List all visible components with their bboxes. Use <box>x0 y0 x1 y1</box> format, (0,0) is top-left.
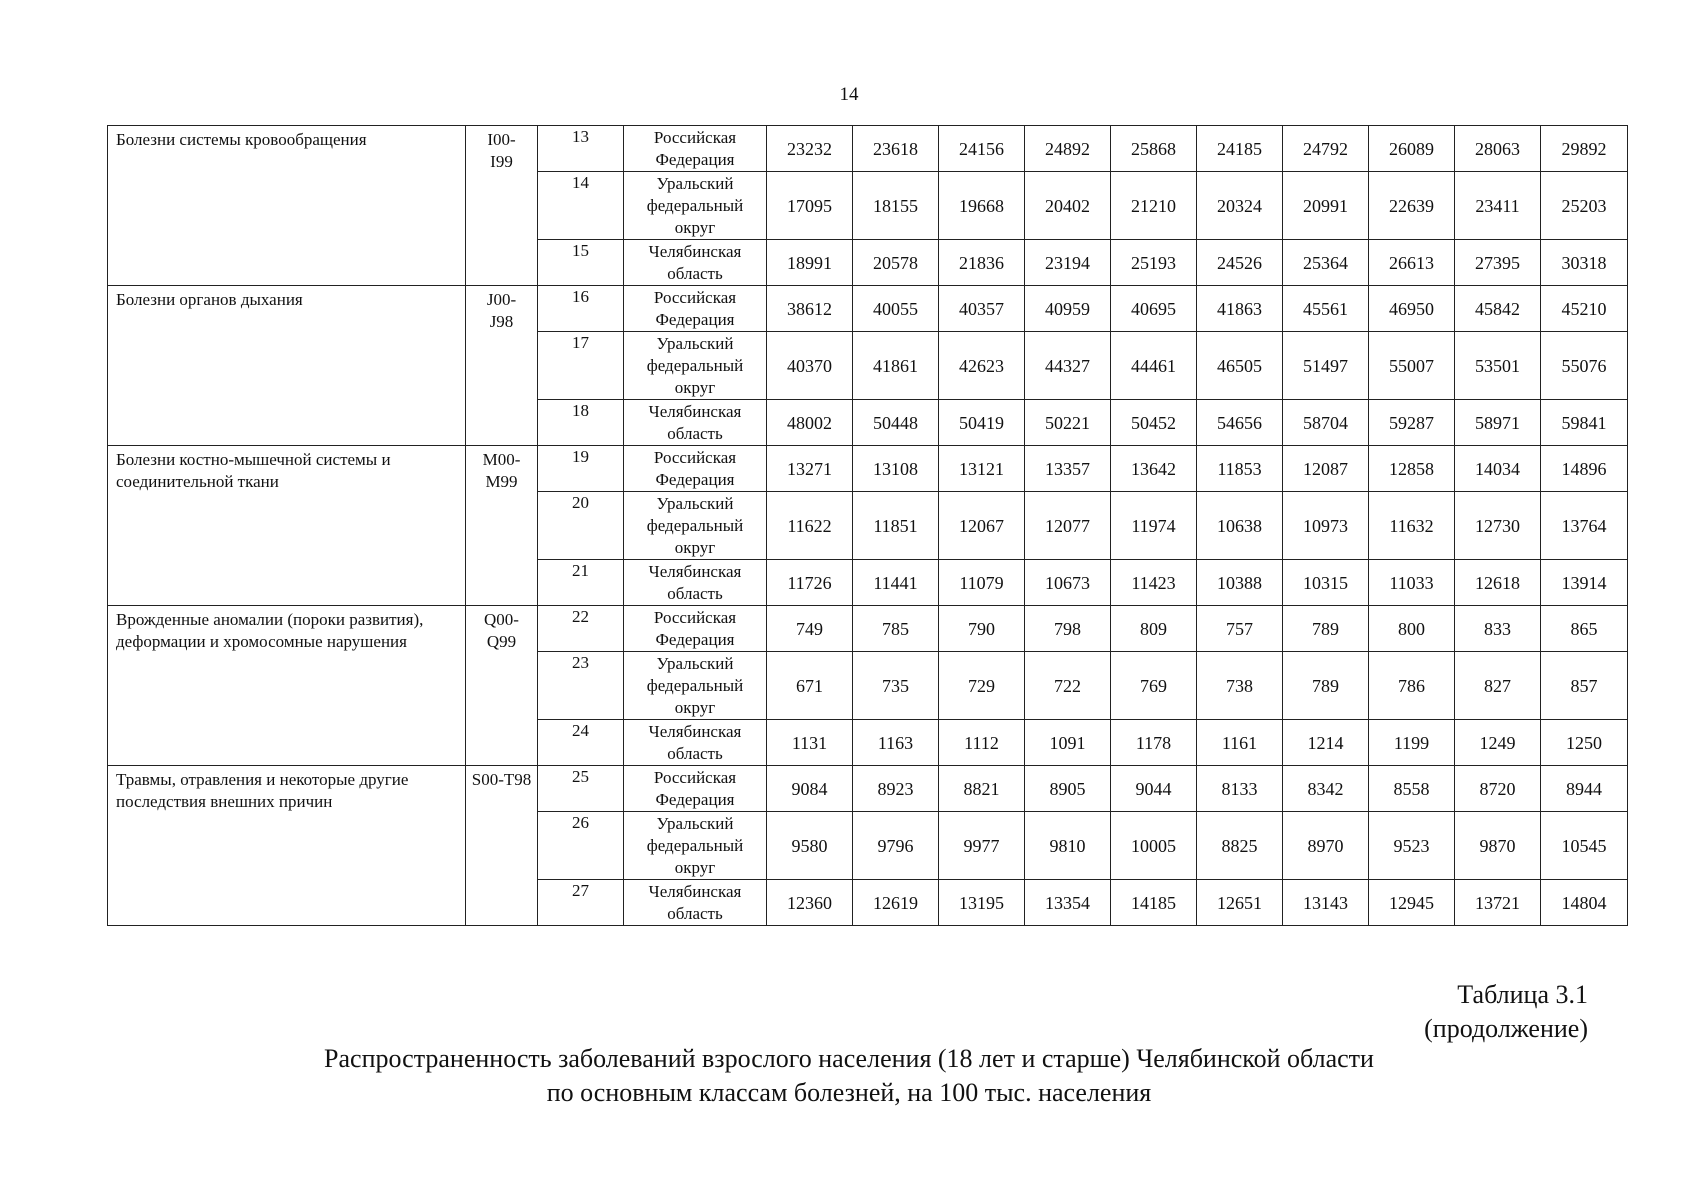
region-cell: Уральский федеральный округ <box>624 812 767 880</box>
value-cell: 14804 <box>1541 880 1628 926</box>
row-number-cell: 19 <box>538 446 624 492</box>
value-cell: 23232 <box>767 126 853 172</box>
value-cell: 735 <box>853 652 939 720</box>
value-cell: 26613 <box>1369 240 1455 286</box>
region-cell: Уральский федеральный округ <box>624 652 767 720</box>
value-cell: 13143 <box>1283 880 1369 926</box>
value-cell: 40959 <box>1025 286 1111 332</box>
value-cell: 1250 <box>1541 720 1628 766</box>
value-cell: 27395 <box>1455 240 1541 286</box>
disease-class-cell: Болезни системы кровообращения <box>108 126 466 286</box>
value-cell: 24156 <box>939 126 1025 172</box>
value-cell: 786 <box>1369 652 1455 720</box>
value-cell: 11423 <box>1111 560 1197 606</box>
value-cell: 13195 <box>939 880 1025 926</box>
value-cell: 20324 <box>1197 172 1283 240</box>
value-cell: 42623 <box>939 332 1025 400</box>
region-cell: Уральский федеральный округ <box>624 172 767 240</box>
value-cell: 8821 <box>939 766 1025 812</box>
value-cell: 12945 <box>1369 880 1455 926</box>
region-cell: Российская Федерация <box>624 766 767 812</box>
value-cell: 8970 <box>1283 812 1369 880</box>
icd-code-cell: J00- J98 <box>466 286 538 446</box>
value-cell: 1214 <box>1283 720 1369 766</box>
value-cell: 9810 <box>1025 812 1111 880</box>
value-cell: 18991 <box>767 240 853 286</box>
value-cell: 9523 <box>1369 812 1455 880</box>
value-cell: 59841 <box>1541 400 1628 446</box>
value-cell: 50452 <box>1111 400 1197 446</box>
region-cell: Челябинская область <box>624 240 767 286</box>
value-cell: 769 <box>1111 652 1197 720</box>
disease-class-cell: Болезни костно-мышечной системы и соединительной ткани <box>108 446 466 606</box>
value-cell: 12618 <box>1455 560 1541 606</box>
value-cell: 50221 <box>1025 400 1111 446</box>
table-row <box>108 606 1628 652</box>
value-cell: 21210 <box>1111 172 1197 240</box>
value-cell: 1178 <box>1111 720 1197 766</box>
page-number: 14 <box>839 84 859 105</box>
value-cell: 13764 <box>1541 492 1628 560</box>
value-cell: 1161 <box>1197 720 1283 766</box>
value-cell: 11974 <box>1111 492 1197 560</box>
region-cell: Уральский федеральный округ <box>624 332 767 400</box>
value-cell: 12077 <box>1025 492 1111 560</box>
value-cell: 40055 <box>853 286 939 332</box>
table-title <box>0 1042 1698 1110</box>
value-cell: 45561 <box>1283 286 1369 332</box>
value-cell: 58971 <box>1455 400 1541 446</box>
value-cell: 12651 <box>1197 880 1283 926</box>
value-cell: 13271 <box>767 446 853 492</box>
value-cell: 21836 <box>939 240 1025 286</box>
value-cell: 789 <box>1283 652 1369 720</box>
value-cell: 10005 <box>1111 812 1197 880</box>
value-cell: 55007 <box>1369 332 1455 400</box>
value-cell: 11851 <box>853 492 939 560</box>
value-cell: 24792 <box>1283 126 1369 172</box>
table-label-block <box>1424 978 1588 1046</box>
region-cell: Челябинская область <box>624 400 767 446</box>
value-cell: 19668 <box>939 172 1025 240</box>
value-cell: 9044 <box>1111 766 1197 812</box>
value-cell: 13357 <box>1025 446 1111 492</box>
value-cell: 41863 <box>1197 286 1283 332</box>
value-cell: 12067 <box>939 492 1025 560</box>
row-number-cell: 18 <box>538 400 624 446</box>
value-cell: 51497 <box>1283 332 1369 400</box>
value-cell: 11622 <box>767 492 853 560</box>
region-cell: Уральский федеральный округ <box>624 492 767 560</box>
value-cell: 8720 <box>1455 766 1541 812</box>
value-cell: 50448 <box>853 400 939 446</box>
value-cell: 20578 <box>853 240 939 286</box>
value-cell: 1112 <box>939 720 1025 766</box>
value-cell: 10388 <box>1197 560 1283 606</box>
row-number-cell: 25 <box>538 766 624 812</box>
value-cell: 10315 <box>1283 560 1369 606</box>
value-cell: 11033 <box>1369 560 1455 606</box>
row-number-cell: 16 <box>538 286 624 332</box>
value-cell: 809 <box>1111 606 1197 652</box>
value-cell: 9580 <box>767 812 853 880</box>
value-cell: 12619 <box>853 880 939 926</box>
value-cell: 44461 <box>1111 332 1197 400</box>
value-cell: 1199 <box>1369 720 1455 766</box>
row-number-cell: 21 <box>538 560 624 606</box>
icd-code-cell: S00-T98 <box>466 766 538 926</box>
row-number-cell: 24 <box>538 720 624 766</box>
value-cell: 729 <box>939 652 1025 720</box>
row-number-cell: 26 <box>538 812 624 880</box>
value-cell: 14034 <box>1455 446 1541 492</box>
value-cell: 8923 <box>853 766 939 812</box>
value-cell: 9870 <box>1455 812 1541 880</box>
value-cell: 9977 <box>939 812 1025 880</box>
icd-code-cell: M00- M99 <box>466 446 538 606</box>
value-cell: 12858 <box>1369 446 1455 492</box>
value-cell: 50419 <box>939 400 1025 446</box>
row-number-cell: 13 <box>538 126 624 172</box>
value-cell: 8944 <box>1541 766 1628 812</box>
value-cell: 722 <box>1025 652 1111 720</box>
value-cell: 12360 <box>767 880 853 926</box>
value-cell: 865 <box>1541 606 1628 652</box>
row-number-cell: 23 <box>538 652 624 720</box>
table-number: Таблица 3.1 <box>1457 980 1588 1009</box>
value-cell: 40357 <box>939 286 1025 332</box>
value-cell: 10673 <box>1025 560 1111 606</box>
value-cell: 17095 <box>767 172 853 240</box>
value-cell: 20991 <box>1283 172 1369 240</box>
value-cell: 28063 <box>1455 126 1541 172</box>
value-cell: 1163 <box>853 720 939 766</box>
value-cell: 749 <box>767 606 853 652</box>
value-cell: 48002 <box>767 400 853 446</box>
region-cell: Челябинская область <box>624 720 767 766</box>
table-title-line-1: Распространенность заболеваний взрослого населения (18 лет и старше) Челябинской области <box>324 1044 1374 1073</box>
value-cell: 1131 <box>767 720 853 766</box>
value-cell: 857 <box>1541 652 1628 720</box>
value-cell: 20402 <box>1025 172 1111 240</box>
value-cell: 14185 <box>1111 880 1197 926</box>
value-cell: 671 <box>767 652 853 720</box>
value-cell: 22639 <box>1369 172 1455 240</box>
disease-class-cell: Травмы, отравления и некоторые другие последствия внешних причин <box>108 766 466 926</box>
value-cell: 9084 <box>767 766 853 812</box>
value-cell: 24185 <box>1197 126 1283 172</box>
value-cell: 59287 <box>1369 400 1455 446</box>
row-number-cell: 27 <box>538 880 624 926</box>
value-cell: 55076 <box>1541 332 1628 400</box>
row-number-cell: 20 <box>538 492 624 560</box>
table-row <box>108 766 1628 812</box>
value-cell: 12087 <box>1283 446 1369 492</box>
value-cell: 1091 <box>1025 720 1111 766</box>
value-cell: 58704 <box>1283 400 1369 446</box>
value-cell: 800 <box>1369 606 1455 652</box>
table-row <box>108 126 1628 172</box>
region-cell: Российская Федерация <box>624 126 767 172</box>
value-cell: 8342 <box>1283 766 1369 812</box>
value-cell: 38612 <box>767 286 853 332</box>
value-cell: 13354 <box>1025 880 1111 926</box>
value-cell: 14896 <box>1541 446 1628 492</box>
value-cell: 11079 <box>939 560 1025 606</box>
icd-code-cell: Q00- Q99 <box>466 606 538 766</box>
value-cell: 13121 <box>939 446 1025 492</box>
value-cell: 12730 <box>1455 492 1541 560</box>
region-cell: Российская Федерация <box>624 286 767 332</box>
value-cell: 10973 <box>1283 492 1369 560</box>
value-cell: 785 <box>853 606 939 652</box>
value-cell: 23618 <box>853 126 939 172</box>
table-body <box>108 126 1628 926</box>
table-row <box>108 286 1628 332</box>
value-cell: 8133 <box>1197 766 1283 812</box>
table-title-line-2: по основным классам болезней, на 100 тыс. населения <box>546 1078 1152 1107</box>
region-cell: Челябинская область <box>624 560 767 606</box>
value-cell: 11441 <box>853 560 939 606</box>
icd-code-cell: I00- I99 <box>466 126 538 286</box>
value-cell: 798 <box>1025 606 1111 652</box>
value-cell: 45210 <box>1541 286 1628 332</box>
value-cell: 790 <box>939 606 1025 652</box>
value-cell: 44327 <box>1025 332 1111 400</box>
disease-prevalence-table <box>107 125 1628 926</box>
value-cell: 13108 <box>853 446 939 492</box>
disease-class-cell: Болезни органов дыхания <box>108 286 466 446</box>
value-cell: 10545 <box>1541 812 1628 880</box>
value-cell: 40370 <box>767 332 853 400</box>
value-cell: 827 <box>1455 652 1541 720</box>
value-cell: 46505 <box>1197 332 1283 400</box>
value-cell: 24892 <box>1025 126 1111 172</box>
row-number-cell: 14 <box>538 172 624 240</box>
table-continuation: (продолжение) <box>1424 1014 1588 1043</box>
value-cell: 46950 <box>1369 286 1455 332</box>
row-number-cell: 17 <box>538 332 624 400</box>
value-cell: 18155 <box>853 172 939 240</box>
value-cell: 25203 <box>1541 172 1628 240</box>
value-cell: 10638 <box>1197 492 1283 560</box>
region-cell: Челябинская область <box>624 880 767 926</box>
value-cell: 45842 <box>1455 286 1541 332</box>
value-cell: 29892 <box>1541 126 1628 172</box>
value-cell: 8905 <box>1025 766 1111 812</box>
value-cell: 30318 <box>1541 240 1628 286</box>
value-cell: 23194 <box>1025 240 1111 286</box>
value-cell: 25364 <box>1283 240 1369 286</box>
value-cell: 13642 <box>1111 446 1197 492</box>
value-cell: 54656 <box>1197 400 1283 446</box>
value-cell: 25868 <box>1111 126 1197 172</box>
value-cell: 1249 <box>1455 720 1541 766</box>
value-cell: 40695 <box>1111 286 1197 332</box>
value-cell: 24526 <box>1197 240 1283 286</box>
row-number-cell: 22 <box>538 606 624 652</box>
value-cell: 13721 <box>1455 880 1541 926</box>
value-cell: 53501 <box>1455 332 1541 400</box>
row-number-cell: 15 <box>538 240 624 286</box>
value-cell: 8825 <box>1197 812 1283 880</box>
value-cell: 11853 <box>1197 446 1283 492</box>
table-row <box>108 446 1628 492</box>
value-cell: 23411 <box>1455 172 1541 240</box>
value-cell: 833 <box>1455 606 1541 652</box>
value-cell: 11632 <box>1369 492 1455 560</box>
disease-class-cell: Врожденные аномалии (пороки развития), деформации и хромосомные нарушения <box>108 606 466 766</box>
value-cell: 738 <box>1197 652 1283 720</box>
region-cell: Российская Федерация <box>624 446 767 492</box>
value-cell: 25193 <box>1111 240 1197 286</box>
value-cell: 9796 <box>853 812 939 880</box>
value-cell: 11726 <box>767 560 853 606</box>
value-cell: 26089 <box>1369 126 1455 172</box>
value-cell: 757 <box>1197 606 1283 652</box>
value-cell: 41861 <box>853 332 939 400</box>
value-cell: 13914 <box>1541 560 1628 606</box>
value-cell: 789 <box>1283 606 1369 652</box>
value-cell: 8558 <box>1369 766 1455 812</box>
region-cell: Российская Федерация <box>624 606 767 652</box>
